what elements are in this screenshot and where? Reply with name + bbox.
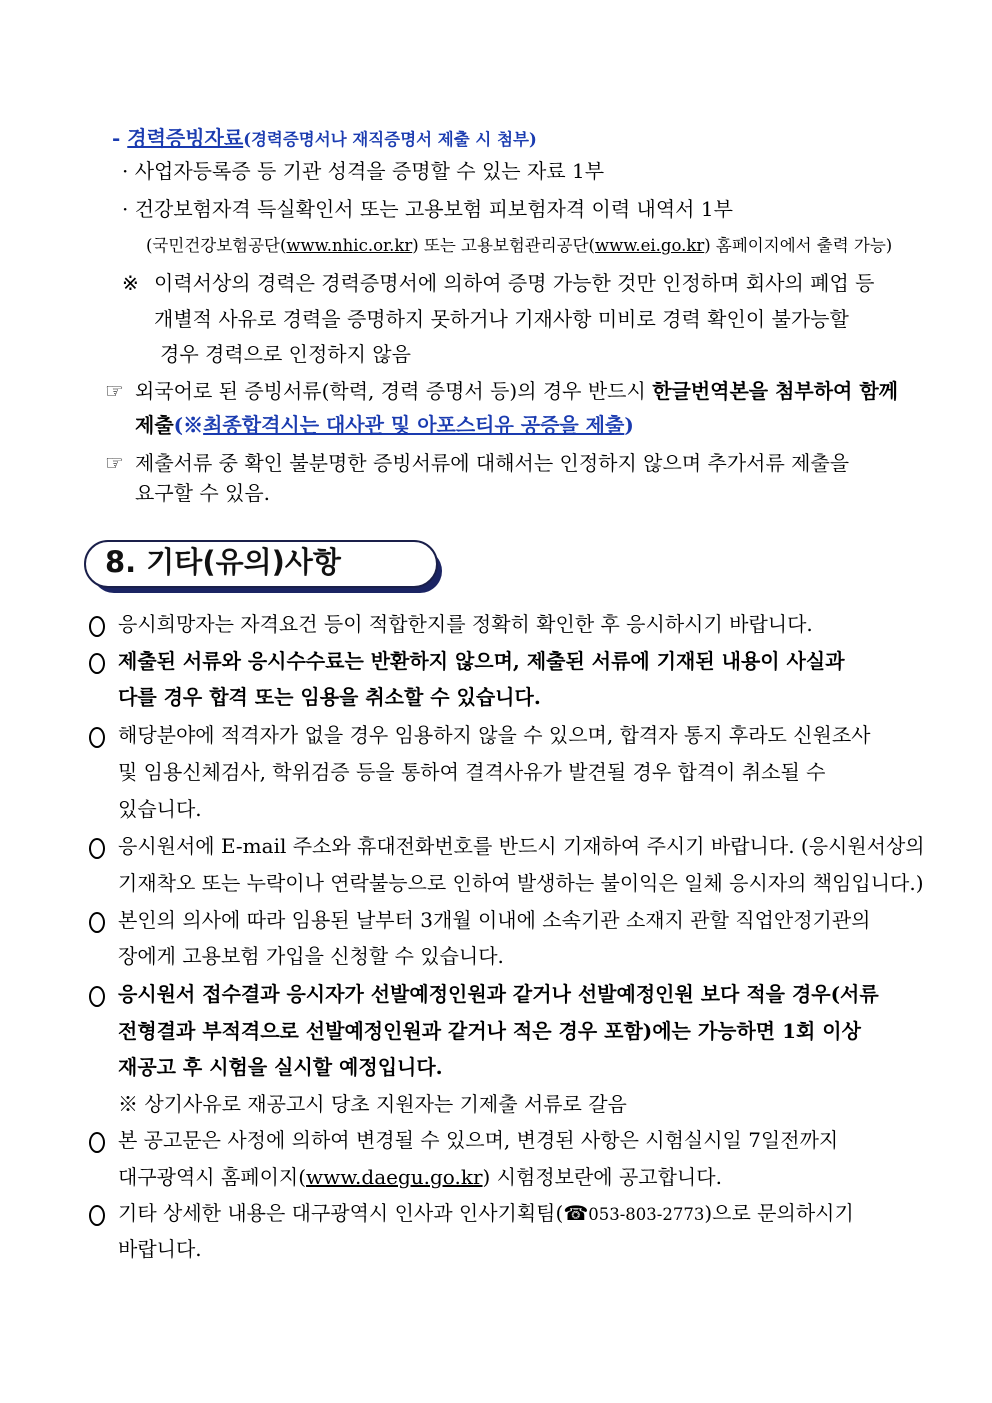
ei-link[interactable]: www.ei.go.kr: [594, 236, 705, 255]
career-item-1: · 사업자등록증 등 기관 성격을 증명할 수 있는 자료 1부: [122, 159, 605, 183]
notice-item-8-line-2: 바랍니다.: [118, 1237, 202, 1261]
notice-item-4-line-2: 기재착오 또는 누락이나 연락불능으로 인하여 발생하는 불이익은 일체 응시자의 책임입니다.): [118, 871, 924, 895]
career-remark-line-2: 개별적 사유로 경력을 증명하지 못하거나 기재사항 미비로 경력 확인이 불가능할: [154, 307, 849, 331]
circle-bullet-icon: [89, 653, 105, 674]
career-proof-heading: [112, 124, 537, 154]
notice-item-3-line-1: 해당분야에 적격자가 없을 경우 임용하지 않을 수 있으며, 합격자 통지 후라도 신원조사: [118, 723, 871, 747]
career-item-2: · 건강보험자격 득실확인서 또는 고용보험 피보험자격 이력 내역서 1부: [122, 197, 733, 221]
phone-icon: ☎: [563, 1201, 589, 1225]
notice-item-5-line-2: 장에게 고용보험 가입을 신청할 수 있습니다.: [118, 944, 504, 968]
unclear-doc-line-1: 제출서류 중 확인 불분명한 증빙서류에 대해서는 인정하지 않으며 추가서류 제출을: [135, 451, 850, 475]
circle-bullet-icon: [89, 727, 105, 748]
circle-bullet-icon: [89, 912, 105, 933]
notice-item-1: 응시희망자는 자격요건 등이 적합한지를 정확히 확인한 후 응시하시기 바랍니다.: [118, 612, 813, 636]
career-dash: -: [112, 126, 128, 150]
notice-item-2-line-1: 제출된 서류와 응시수수료는 반환하지 않으며, 제출된 서류에 기재된 내용이 사실과: [118, 649, 845, 673]
career-remark-line-3: 경우 경력으로 인정하지 않음: [160, 342, 411, 366]
nhic-link[interactable]: www.nhic.or.kr: [286, 236, 413, 255]
notice-item-7-line-2: 대구광역시 홈페이지(www.daegu.go.kr) 시험정보란에 공고합니다.: [118, 1165, 722, 1189]
section-heading: 8. 기타(유의)사항: [105, 545, 341, 579]
career-remark-line-1: 이력서상의 경력은 경력증명서에 의하여 증명 가능한 것만 인정하며 회사의 폐업 등: [154, 271, 875, 295]
notice-item-2-line-2: 다를 경우 합격 또는 임용을 취소할 수 있습니다.: [118, 685, 541, 709]
circle-bullet-icon: [89, 838, 105, 859]
circle-bullet-icon: [89, 1132, 105, 1153]
notice-item-3-line-3: 있습니다.: [118, 797, 202, 821]
circle-bullet-icon: [89, 1205, 105, 1226]
notice-item-4-line-1: 응시원서에 E-mail 주소와 휴대전화번호를 반드시 기재하여 주시기 바랍니다. (응시원서상의: [118, 834, 925, 858]
unclear-doc-line-2: 요구할 수 있음.: [135, 481, 270, 505]
contact-phone: 053-803-2773: [588, 1205, 705, 1224]
notice-item-6-note: ※ 상기사유로 재공고시 당초 지원자는 기제출 서류로 갈음: [118, 1092, 627, 1116]
notice-item-6-line-2: 전형결과 부적격으로 선발예정인원과 같거나 적은 경우 포함)에는 가능하면 1회 이상: [118, 1019, 861, 1043]
notice-item-5-line-1: 본인의 의사에 따라 임용된 날부터 3개월 이내에 소속기관 소재지 관할 직업안정기관의: [118, 908, 871, 932]
notice-item-6-line-1: 응시원서 접수결과 응시자가 선발예정인원과 같거나 선발예정인원 보다 적을 경우(서류: [118, 982, 879, 1006]
career-proof-note: (경력증명서나 재직증명서 제출 시 첨부): [243, 130, 537, 149]
career-proof-title: 경력증빙자료: [127, 126, 244, 150]
hand-pointer-icon: ☞: [105, 379, 124, 403]
notarization-note: 최종합격시는 대사관 및 아포스티유 공증을 제출: [203, 413, 625, 437]
foreign-doc-line-1: 외국어로 된 증빙서류(학력, 경력 증명서 등)의 경우 반드시 한글번역본을 첨부하여 함께: [135, 379, 898, 403]
notice-item-6-line-3: 재공고 후 시험을 실시할 예정입니다.: [118, 1055, 443, 1079]
hand-pointer-icon: ☞: [105, 451, 124, 475]
foreign-doc-line-2: 제출(※최종합격시는 대사관 및 아포스티유 공증을 제출): [135, 413, 634, 437]
circle-bullet-icon: [89, 616, 105, 637]
daegu-homepage-link[interactable]: www.daegu.go.kr: [306, 1165, 483, 1189]
notice-item-3-line-2: 및 임용신체검사, 학위검증 등을 통하여 결격사유가 발견될 경우 합격이 취소될 수: [118, 760, 826, 784]
notice-item-7-line-1: 본 공고문은 사정에 의하여 변경될 수 있으며, 변경된 사항은 시험실시일 7일전까지: [118, 1128, 839, 1152]
career-item-2-note: (국민건강보험공단(www.nhic.or.kr) 또는 고용보험관리공단(www.ei.go.kr) 홈페이지에서 출력 가능): [146, 236, 893, 255]
career-remark-mark: ※: [122, 271, 139, 295]
notice-item-8-line-1: 기타 상세한 내용은 대구광역시 인사과 인사기획팀(☎053-803-2773)으로 문의하시기: [118, 1201, 854, 1225]
circle-bullet-icon: [89, 986, 105, 1007]
